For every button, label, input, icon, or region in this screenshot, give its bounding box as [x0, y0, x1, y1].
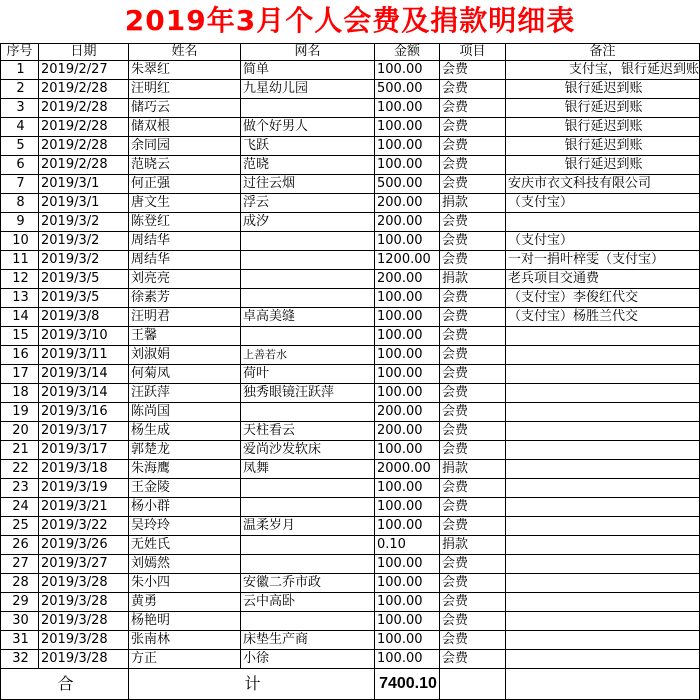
cell-amount: 100.00	[375, 308, 440, 327]
cell-item: 捐款	[440, 270, 506, 289]
cell-date: 2019/3/11	[39, 346, 129, 365]
cell-name: 储巧云	[129, 99, 241, 118]
cell-no: 2	[1, 80, 39, 99]
table-row	[1, 593, 700, 612]
cell-nick: 小徐	[241, 650, 375, 669]
col-header-name: 姓名	[129, 44, 241, 61]
cell-item: 会费	[440, 61, 506, 80]
table-row	[1, 460, 700, 479]
cell-item: 会费	[440, 346, 506, 365]
table-row	[1, 213, 700, 232]
table-row	[1, 536, 700, 555]
cell-nick	[241, 479, 375, 498]
cell-name: 余同园	[129, 137, 241, 156]
cell-name: 徐素芳	[129, 289, 241, 308]
cell-amount: 100.00	[375, 289, 440, 308]
cell-no: 12	[1, 270, 39, 289]
table-row	[1, 80, 700, 99]
cell-amount: 100.00	[375, 650, 440, 669]
cell-date: 2019/3/5	[39, 289, 129, 308]
cell-item: 会费	[440, 403, 506, 422]
cell-amount: 100.00	[375, 327, 440, 346]
cell-note	[506, 460, 700, 479]
cell-amount: 200.00	[375, 213, 440, 232]
cell-note	[506, 498, 700, 517]
cell-name: 陈登红	[129, 213, 241, 232]
total-item-empty	[440, 669, 506, 700]
cell-no: 13	[1, 289, 39, 308]
cell-nick: 简单	[241, 61, 375, 80]
cell-date: 2019/3/16	[39, 403, 129, 422]
total-label-right: 计	[129, 669, 375, 700]
cell-amount: 100.00	[375, 346, 440, 365]
cell-amount: 100.00	[375, 118, 440, 137]
table-row	[1, 194, 700, 213]
table-row	[1, 308, 700, 327]
cell-date: 2019/3/8	[39, 308, 129, 327]
table-row	[1, 479, 700, 498]
cell-name: 刘嫣然	[129, 555, 241, 574]
cell-name: 杨生成	[129, 422, 241, 441]
cell-date: 2019/3/2	[39, 251, 129, 270]
cell-note	[506, 517, 700, 536]
cell-name: 黄勇	[129, 593, 241, 612]
cell-amount: 100.00	[375, 365, 440, 384]
cell-name: 刘淑娟	[129, 346, 241, 365]
cell-date: 2019/3/28	[39, 612, 129, 631]
cell-amount: 100.00	[375, 498, 440, 517]
cell-nick: 独秀眼镜汪跃萍	[241, 384, 375, 403]
cell-name: 王金陵	[129, 479, 241, 498]
cell-no: 7	[1, 175, 39, 194]
fee-donation-table	[0, 43, 700, 700]
cell-note	[506, 346, 700, 365]
cell-amount: 100.00	[375, 612, 440, 631]
table-row	[1, 175, 700, 194]
cell-nick: 范晓	[241, 156, 375, 175]
cell-note: （支付宝）杨胜兰代交	[506, 308, 700, 327]
cell-note: （支付宝）李俊红代交	[506, 289, 700, 308]
cell-no: 26	[1, 536, 39, 555]
cell-name: 杨艳明	[129, 612, 241, 631]
cell-no: 31	[1, 631, 39, 650]
table-row	[1, 137, 700, 156]
cell-date: 2019/3/14	[39, 384, 129, 403]
cell-note: 支付宝，银行延迟到账	[506, 61, 700, 80]
cell-nick: 成汐	[241, 213, 375, 232]
cell-note: 银行延迟到账	[506, 137, 700, 156]
cell-name: 刘亮亮	[129, 270, 241, 289]
cell-no: 1	[1, 61, 39, 80]
table-title: 2019年3月个人会费及捐款明细表	[124, 4, 576, 37]
cell-note	[506, 612, 700, 631]
table-row	[1, 498, 700, 517]
cell-name: 汪跃萍	[129, 384, 241, 403]
cell-name: 周结华	[129, 232, 241, 251]
cell-date: 2019/3/26	[39, 536, 129, 555]
cell-nick	[241, 289, 375, 308]
col-header-nick: 网名	[241, 44, 375, 61]
total-row	[1, 669, 700, 700]
header-row	[1, 44, 700, 61]
cell-no: 28	[1, 574, 39, 593]
cell-amount: 100.00	[375, 441, 440, 460]
cell-item: 会费	[440, 422, 506, 441]
cell-note	[506, 403, 700, 422]
cell-item: 会费	[440, 156, 506, 175]
cell-date: 2019/3/28	[39, 593, 129, 612]
cell-name: 张南林	[129, 631, 241, 650]
cell-note	[506, 422, 700, 441]
cell-nick: 过往云烟	[241, 175, 375, 194]
cell-date: 2019/2/28	[39, 137, 129, 156]
cell-amount: 200.00	[375, 270, 440, 289]
cell-nick	[241, 270, 375, 289]
cell-nick: 天柱看云	[241, 422, 375, 441]
cell-name: 吴玲玲	[129, 517, 241, 536]
table-row	[1, 289, 700, 308]
table-row	[1, 517, 700, 536]
cell-date: 2019/3/28	[39, 650, 129, 669]
cell-nick	[241, 555, 375, 574]
cell-no: 14	[1, 308, 39, 327]
cell-name: 范晓云	[129, 156, 241, 175]
cell-note	[506, 650, 700, 669]
cell-item: 会费	[440, 251, 506, 270]
cell-amount: 100.00	[375, 555, 440, 574]
cell-amount: 1200.00	[375, 251, 440, 270]
cell-item: 会费	[440, 441, 506, 460]
col-header-no: 序号	[1, 44, 39, 61]
cell-note: 银行延迟到账	[506, 99, 700, 118]
cell-item: 会费	[440, 213, 506, 232]
total-note-empty	[506, 669, 700, 700]
cell-date: 2019/3/17	[39, 441, 129, 460]
cell-note	[506, 631, 700, 650]
cell-no: 24	[1, 498, 39, 517]
cell-no: 5	[1, 137, 39, 156]
col-header-amount: 金额	[375, 44, 440, 61]
table-row	[1, 251, 700, 270]
cell-name: 储双根	[129, 118, 241, 137]
cell-no: 15	[1, 327, 39, 346]
cell-date: 2019/3/22	[39, 517, 129, 536]
col-header-item: 项目	[440, 44, 506, 61]
cell-date: 2019/3/14	[39, 365, 129, 384]
cell-nick	[241, 498, 375, 517]
cell-date: 2019/3/19	[39, 479, 129, 498]
cell-item: 会费	[440, 365, 506, 384]
cell-note: （支付宝）	[506, 232, 700, 251]
table-row	[1, 346, 700, 365]
cell-date: 2019/3/28	[39, 631, 129, 650]
cell-no: 9	[1, 213, 39, 232]
cell-item: 会费	[440, 232, 506, 251]
cell-note: 安庆市衣文科技有限公司	[506, 175, 700, 194]
cell-nick: 做个好男人	[241, 118, 375, 137]
cell-note: 银行延迟到账	[506, 80, 700, 99]
cell-note	[506, 536, 700, 555]
cell-item: 会费	[440, 517, 506, 536]
total-amount: 7400.10	[375, 669, 440, 700]
cell-no: 16	[1, 346, 39, 365]
cell-name: 唐文生	[129, 194, 241, 213]
table-row	[1, 631, 700, 650]
cell-item: 会费	[440, 479, 506, 498]
cell-date: 2019/3/2	[39, 213, 129, 232]
cell-name: 方正	[129, 650, 241, 669]
cell-no: 22	[1, 460, 39, 479]
table-row	[1, 232, 700, 251]
cell-item: 捐款	[440, 194, 506, 213]
cell-note	[506, 365, 700, 384]
total-label-left: 合	[1, 669, 129, 700]
cell-item: 会费	[440, 118, 506, 137]
cell-note: 银行延迟到账	[506, 118, 700, 137]
cell-date: 2019/3/1	[39, 175, 129, 194]
cell-amount: 100.00	[375, 593, 440, 612]
cell-nick: 凤舞	[241, 460, 375, 479]
cell-note	[506, 555, 700, 574]
cell-item: 会费	[440, 99, 506, 118]
cell-note: 银行延迟到账	[506, 156, 700, 175]
cell-nick: 安徽二乔市政	[241, 574, 375, 593]
cell-amount: 100.00	[375, 61, 440, 80]
cell-amount: 0.10	[375, 536, 440, 555]
cell-nick: 浮云	[241, 194, 375, 213]
cell-item: 会费	[440, 289, 506, 308]
cell-no: 8	[1, 194, 39, 213]
cell-name: 杨小群	[129, 498, 241, 517]
cell-name: 朱海鹰	[129, 460, 241, 479]
cell-date: 2019/2/27	[39, 61, 129, 80]
cell-nick	[241, 403, 375, 422]
cell-name: 朱翠红	[129, 61, 241, 80]
cell-amount: 200.00	[375, 194, 440, 213]
cell-amount: 100.00	[375, 479, 440, 498]
table-row	[1, 574, 700, 593]
cell-date: 2019/3/1	[39, 194, 129, 213]
table-row	[1, 61, 700, 80]
cell-note	[506, 593, 700, 612]
cell-date: 2019/2/28	[39, 80, 129, 99]
cell-item: 会费	[440, 631, 506, 650]
cell-name: 无姓氏	[129, 536, 241, 555]
cell-no: 4	[1, 118, 39, 137]
cell-date: 2019/2/28	[39, 99, 129, 118]
cell-item: 会费	[440, 327, 506, 346]
table-row	[1, 441, 700, 460]
cell-nick	[241, 251, 375, 270]
cell-no: 11	[1, 251, 39, 270]
table-row	[1, 365, 700, 384]
cell-date: 2019/2/28	[39, 118, 129, 137]
cell-date: 2019/3/28	[39, 574, 129, 593]
cell-nick: 飞跃	[241, 137, 375, 156]
cell-note: （支付宝）	[506, 194, 700, 213]
cell-nick: 云中高卧	[241, 593, 375, 612]
cell-nick	[241, 612, 375, 631]
cell-no: 20	[1, 422, 39, 441]
cell-name: 周结华	[129, 251, 241, 270]
cell-nick: 爱尚沙发软床	[241, 441, 375, 460]
cell-nick: 荷叶	[241, 365, 375, 384]
cell-item: 会费	[440, 80, 506, 99]
cell-date: 2019/3/2	[39, 232, 129, 251]
cell-no: 3	[1, 99, 39, 118]
cell-amount: 500.00	[375, 175, 440, 194]
table-row	[1, 270, 700, 289]
cell-amount: 500.00	[375, 80, 440, 99]
cell-amount: 100.00	[375, 574, 440, 593]
cell-name: 何菊凤	[129, 365, 241, 384]
cell-name: 汪明君	[129, 308, 241, 327]
cell-note: 老兵项目交通费	[506, 270, 700, 289]
table-row	[1, 650, 700, 669]
cell-note	[506, 213, 700, 232]
cell-no: 17	[1, 365, 39, 384]
cell-nick	[241, 232, 375, 251]
cell-item: 会费	[440, 574, 506, 593]
table-row	[1, 555, 700, 574]
cell-amount: 100.00	[375, 517, 440, 536]
cell-note	[506, 384, 700, 403]
table-row	[1, 422, 700, 441]
cell-note	[506, 327, 700, 346]
cell-name: 郭楚龙	[129, 441, 241, 460]
cell-item: 会费	[440, 308, 506, 327]
cell-nick: 上善若水	[241, 346, 375, 365]
cell-date: 2019/3/27	[39, 555, 129, 574]
cell-item: 会费	[440, 612, 506, 631]
cell-nick	[241, 536, 375, 555]
cell-date: 2019/3/17	[39, 422, 129, 441]
table-row	[1, 118, 700, 137]
cell-amount: 2000.00	[375, 460, 440, 479]
cell-no: 32	[1, 650, 39, 669]
cell-no: 27	[1, 555, 39, 574]
table-row	[1, 384, 700, 403]
cell-no: 10	[1, 232, 39, 251]
cell-no: 21	[1, 441, 39, 460]
cell-no: 25	[1, 517, 39, 536]
cell-amount: 100.00	[375, 631, 440, 650]
cell-item: 捐款	[440, 460, 506, 479]
table-row	[1, 327, 700, 346]
cell-name: 陈尚国	[129, 403, 241, 422]
cell-name: 朱小四	[129, 574, 241, 593]
table-row	[1, 99, 700, 118]
cell-amount: 100.00	[375, 137, 440, 156]
cell-date: 2019/2/28	[39, 156, 129, 175]
cell-date: 2019/3/21	[39, 498, 129, 517]
cell-amount: 100.00	[375, 384, 440, 403]
cell-item: 会费	[440, 650, 506, 669]
cell-amount: 100.00	[375, 99, 440, 118]
cell-note	[506, 574, 700, 593]
cell-name: 王馨	[129, 327, 241, 346]
cell-nick: 床垫生产商	[241, 631, 375, 650]
cell-date: 2019/3/10	[39, 327, 129, 346]
table-body	[1, 61, 700, 669]
cell-amount: 100.00	[375, 156, 440, 175]
cell-name: 汪明红	[129, 80, 241, 99]
cell-note: 一对一捐叶梓雯（支付宝）	[506, 251, 700, 270]
cell-item: 捐款	[440, 536, 506, 555]
table-row	[1, 403, 700, 422]
cell-nick	[241, 99, 375, 118]
cell-amount: 200.00	[375, 403, 440, 422]
cell-no: 23	[1, 479, 39, 498]
table-row	[1, 612, 700, 631]
cell-name: 何正强	[129, 175, 241, 194]
cell-date: 2019/3/5	[39, 270, 129, 289]
cell-nick: 九星幼儿园	[241, 80, 375, 99]
cell-no: 29	[1, 593, 39, 612]
cell-item: 会费	[440, 555, 506, 574]
cell-date: 2019/3/18	[39, 460, 129, 479]
cell-no: 19	[1, 403, 39, 422]
table-row	[1, 156, 700, 175]
cell-amount: 200.00	[375, 422, 440, 441]
cell-item: 会费	[440, 593, 506, 612]
cell-nick: 温柔岁月	[241, 517, 375, 536]
cell-item: 会费	[440, 498, 506, 517]
cell-note	[506, 441, 700, 460]
cell-item: 会费	[440, 175, 506, 194]
cell-item: 会费	[440, 137, 506, 156]
cell-amount: 100.00	[375, 232, 440, 251]
cell-nick	[241, 327, 375, 346]
col-header-note: 备注	[506, 44, 700, 61]
cell-item: 会费	[440, 384, 506, 403]
col-header-date: 日期	[39, 44, 129, 61]
cell-no: 30	[1, 612, 39, 631]
cell-note	[506, 479, 700, 498]
cell-nick: 卓高美缝	[241, 308, 375, 327]
cell-no: 18	[1, 384, 39, 403]
cell-no: 6	[1, 156, 39, 175]
